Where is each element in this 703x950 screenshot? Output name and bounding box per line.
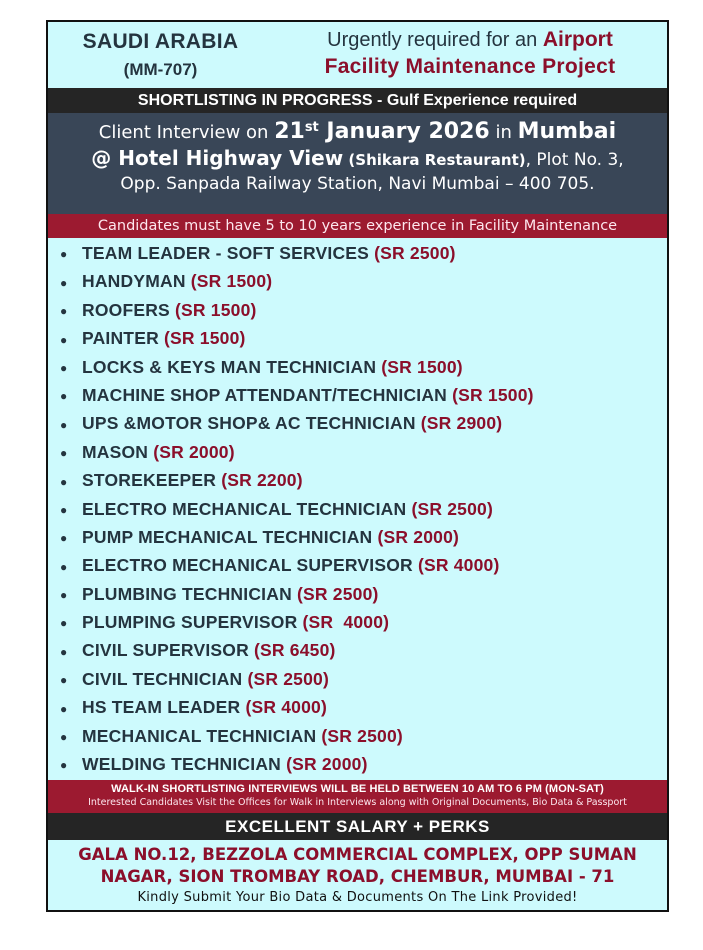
reference-code: (MM-707) xyxy=(123,60,198,79)
bullet-icon: ● xyxy=(60,502,68,517)
job-title: CIVIL SUPERVISOR xyxy=(82,640,249,661)
interview-city: Mumbai xyxy=(517,119,617,144)
job-item xyxy=(48,438,667,466)
country-title: SAUDI ARABIA xyxy=(82,30,239,53)
job-item xyxy=(48,495,667,523)
job-salary: (SR 2500) xyxy=(247,668,330,689)
interview-in: in xyxy=(489,122,518,143)
bullet-icon: ● xyxy=(60,446,68,461)
bullet-icon: ● xyxy=(60,275,68,290)
job-title: PLUMPING SUPERVISOR xyxy=(82,612,298,633)
job-title: PUMP MECHANICAL TECHNICIAN xyxy=(82,526,373,547)
job-list xyxy=(48,239,667,778)
interview-details xyxy=(48,113,667,214)
walkin-banner xyxy=(48,780,667,813)
flyer-header xyxy=(48,22,667,88)
job-item xyxy=(48,353,667,381)
job-salary: (SR 2200) xyxy=(221,470,303,491)
job-salary: (SR 6450) xyxy=(253,640,336,661)
bullet-icon: ● xyxy=(60,673,68,688)
job-title: HANDYMAN xyxy=(82,271,186,292)
job-salary: (SR 4000) xyxy=(417,555,500,576)
job-salary: (SR 1500) xyxy=(381,356,463,377)
bullet-icon: ● xyxy=(60,417,68,432)
job-item xyxy=(48,409,667,437)
bullet-icon: ● xyxy=(60,531,68,546)
interview-day-suffix: st xyxy=(304,120,319,135)
bullet-icon: ● xyxy=(60,559,68,574)
office-address-line2: NAGAR, SION TROMBAY ROAD, CHEMBUR, MUMBAI - 71 xyxy=(100,867,615,886)
headline-line2: Facility Maintenance Project xyxy=(324,55,616,78)
interview-day: 21 xyxy=(274,119,305,144)
job-item xyxy=(48,665,667,693)
bullet-icon: ● xyxy=(60,474,68,489)
venue-plot: , Plot No. 3, xyxy=(525,150,624,170)
location-block xyxy=(48,22,273,80)
bullet-icon: ● xyxy=(60,616,68,631)
job-salary: (SR 2000) xyxy=(153,441,235,462)
interview-month-year: January 2026 xyxy=(318,119,490,144)
job-title: MASON xyxy=(82,441,149,462)
bullet-icon: ● xyxy=(60,389,68,404)
venue-name: @ Hotel Highway View xyxy=(91,146,344,170)
shortlisting-banner: SHORTLISTING IN PROGRESS - Gulf Experience required xyxy=(48,88,667,113)
job-salary: (SR 2000) xyxy=(377,526,460,547)
venue-address: Opp. Sanpada Railway Station, Navi Mumbai – 400 705. xyxy=(120,174,595,194)
bullet-icon: ● xyxy=(60,588,68,603)
experience-requirement: Candidates must have 5 to 10 years experience in Facility Maintenance xyxy=(48,214,667,238)
bullet-icon: ● xyxy=(60,701,68,716)
walkin-instructions: Interested Candidates Visit the Offices for Walk in Interviews along with Original Documents, Bio Data & Passport xyxy=(88,797,627,808)
job-salary: (SR 2900) xyxy=(420,413,503,434)
headline-line1 xyxy=(273,28,667,52)
interview-prefix: Client Interview on xyxy=(98,122,275,143)
job-advertisement-flyer xyxy=(46,20,669,912)
headline-accent: Airport xyxy=(542,28,613,51)
bullet-icon: ● xyxy=(60,247,68,262)
job-item xyxy=(48,466,667,494)
job-salary: (SR 2500) xyxy=(321,725,403,746)
interview-date-line xyxy=(48,119,667,144)
job-title: LOCKS & KEYS MAN TECHNICIAN xyxy=(82,356,377,377)
job-salary: (SR 4000) xyxy=(245,697,327,718)
job-item xyxy=(48,608,667,636)
job-item xyxy=(48,551,667,579)
submit-note: Kindly Submit Your Bio Data & Documents On The Link Provided! xyxy=(137,890,578,905)
bullet-icon: ● xyxy=(60,304,68,319)
bullet-icon: ● xyxy=(60,758,68,773)
bullet-icon: ● xyxy=(60,332,68,347)
venue-restaurant: (Shikara Restaurant) xyxy=(343,151,526,169)
job-salary: (SR 4000) xyxy=(302,612,390,633)
job-salary: (SR 2000) xyxy=(286,754,368,775)
job-item xyxy=(48,381,667,409)
salary-perks-banner: EXCELLENT SALARY + PERKS xyxy=(48,813,667,840)
job-title: ROOFERS xyxy=(82,299,170,320)
bullet-icon: ● xyxy=(60,730,68,745)
job-title: TEAM LEADER - SOFT SERVICES xyxy=(82,243,370,263)
job-item xyxy=(48,296,667,324)
job-title: PAINTER xyxy=(82,328,159,349)
job-title: ELECTRO MECHANICAL TECHNICIAN xyxy=(82,498,407,519)
office-address-footer xyxy=(48,840,667,910)
job-title: HS TEAM LEADER xyxy=(82,697,241,718)
job-item xyxy=(48,750,667,778)
job-salary: (SR 1500) xyxy=(190,271,273,292)
job-title: MACHINE SHOP ATTENDANT/TECHNICIAN xyxy=(82,384,448,405)
job-salary: (SR 2500) xyxy=(296,583,379,604)
job-salary: (SR 1500) xyxy=(452,384,534,405)
job-item xyxy=(48,722,667,750)
job-title: CIVIL TECHNICIAN xyxy=(82,668,243,689)
job-item xyxy=(48,580,667,608)
job-salary: (SR 1500) xyxy=(163,328,246,349)
headline-prefix: Urgently required for an xyxy=(327,29,543,51)
project-headline xyxy=(273,22,667,79)
job-item xyxy=(48,324,667,352)
job-title: MECHANICAL TECHNICIAN xyxy=(82,725,317,746)
job-item xyxy=(48,636,667,664)
interview-venue-line xyxy=(48,146,667,170)
job-item xyxy=(48,239,667,267)
job-item xyxy=(48,523,667,551)
job-title: WELDING TECHNICIAN xyxy=(82,754,282,775)
bullet-icon: ● xyxy=(60,360,68,375)
job-title: ELECTRO MECHANICAL SUPERVISOR xyxy=(82,555,413,576)
office-address-line1: GALA NO.12, BEZZOLA COMMERCIAL COMPLEX, OPP SUMAN xyxy=(78,845,637,864)
job-salary: (SR 2500) xyxy=(374,243,456,263)
bullet-icon: ● xyxy=(60,644,68,659)
job-title: STOREKEEPER xyxy=(82,470,217,491)
job-item xyxy=(48,267,667,295)
job-title: PLUMBING TECHNICIAN xyxy=(82,583,292,604)
job-title: UPS &MOTOR SHOP& AC TECHNICIAN xyxy=(82,413,416,434)
job-salary: (SR 1500) xyxy=(175,299,257,320)
walkin-schedule: WALK-IN SHORTLISTING INTERVIEWS WILL BE HELD BETWEEN 10 AM TO 6 PM (MON-SAT) xyxy=(111,783,604,795)
job-salary: (SR 2500) xyxy=(411,498,493,519)
job-item xyxy=(48,693,667,721)
